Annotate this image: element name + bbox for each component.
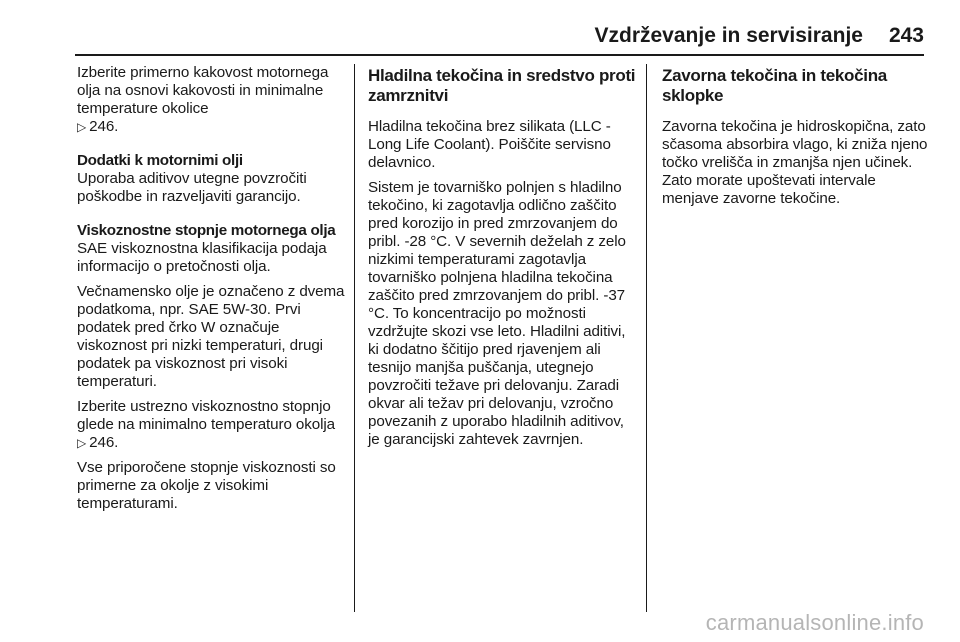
column-divider <box>354 64 355 612</box>
page-header <box>0 24 924 48</box>
paragraph: Izberite ustrezno viskoznostno stopnjo glede na minimalno temperaturo okolja ▷ 246. <box>77 398 336 451</box>
subheading-additives: Dodatki k motornimi olji <box>77 152 243 169</box>
header-rule <box>75 54 924 56</box>
paragraph: SAE viskoznostna klasifikacija podaja informacijo o pretočnosti olja. <box>77 240 327 275</box>
paragraph: Vse priporočene stopnje viskoznosti so primerne za okolje z visokimi temperaturami. <box>77 459 336 512</box>
section-title: Vzdrževanje in servisiranje <box>594 24 863 47</box>
paragraph: Sistem je tovarniško polnjen s hladilno tekočino, ki zagotavlja odlično zaščito pred korozijo in pred zmrzovanjem do pribl. -28 °C. V severnih deželah z zelo nizkimi temperaturami zagotavlja tovarniško polnjena hladilna tekočina zaščito pred zmrzovanjem do pribl. -37 °C. To koncentracijo po možnosti vzdržujte skozi vse leto. Hladilni aditivi, ki dodatno ščitijo pred rjavenjem ali tesnijo manjša puščanja, utegnejo povzročiti težave pri delovanju. Zaradi okvar ali težav pri delovanju, vzročno povezanih z uporabo hladilnih aditivov, je garancijski zahtevek zavrnjen. <box>368 179 626 448</box>
heading-coolant: Hladilna tekočina in sredstvo proti zamrznitvi <box>368 66 636 105</box>
subheading-viscosity: Viskoznostne stopnje motornega olja <box>77 222 336 239</box>
heading-brake-fluid: Zavorna tekočina in tekočina sklopke <box>662 66 887 105</box>
column-coolant <box>368 64 636 456</box>
column-divider <box>646 64 647 612</box>
paragraph: Izberite primerno kakovost motornega olja na osnovi kakovosti in minimalne temperature okolice ▷ 246. <box>77 64 329 135</box>
watermark: carmanualsonline.info <box>705 610 924 635</box>
paragraph: Zavorna tekočina je hidroskopična, zato sčasoma absorbira vlago, ki zniža njeno točko vrelišča in zmanjša njen učinek. Zato morate upoštevati intervale menjave zavorne tekočine. <box>662 118 928 207</box>
page-reference-arrow-icon: ▷ <box>77 120 87 134</box>
paragraph: Hladilna tekočina brez silikata (LLC - Long Life Coolant). Poiščite servisno delavnico. <box>368 118 611 171</box>
page-reference[interactable]: 246. <box>89 434 119 451</box>
column-brake-fluid <box>662 64 930 215</box>
paragraph: Uporaba aditivov utegne povzročiti poškodbe in razveljaviti garancijo. <box>77 170 307 205</box>
page-reference[interactable]: 246. <box>89 118 119 135</box>
page-reference-arrow-icon: ▷ <box>77 436 87 450</box>
page-number: 243 <box>888 24 924 47</box>
column-engine-oil <box>77 64 345 520</box>
paragraph: Večnamensko olje je označeno z dvema podatkoma, npr. SAE 5W-30. Prvi podatek pred črko W označuje viskoznost pri nizki temperaturi, drugi podatek pa viskoznost pri visoki temperaturi. <box>77 283 345 390</box>
